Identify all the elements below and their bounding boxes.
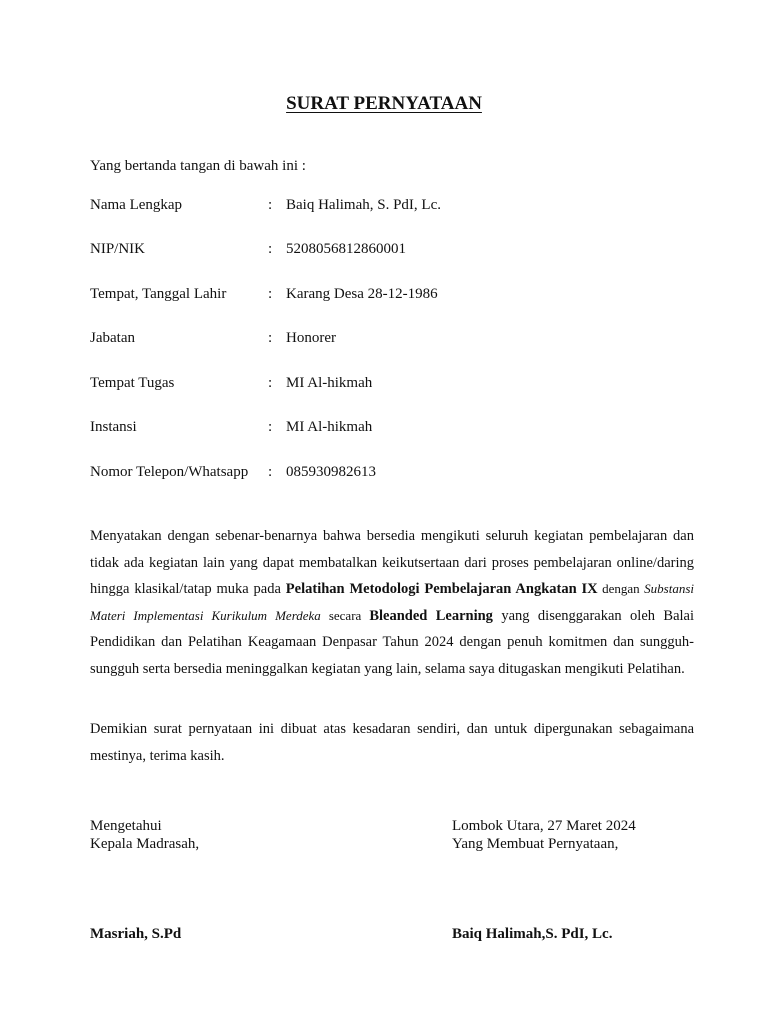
field-label: Jabatan [90, 330, 135, 346]
field-label: Tempat, Tanggal Lahir [90, 286, 227, 302]
learning-mode: Bleanded Learning [369, 607, 493, 624]
right-signature-line1: Lombok Utara, 27 Maret 2024 [452, 818, 636, 834]
field-label: NIP/NIK [90, 241, 145, 257]
field-colon: : [268, 375, 273, 391]
statement-text: secara [320, 607, 370, 623]
right-signature-line2: Yang Membuat Pernyataan, [452, 836, 619, 852]
field-row-position [90, 330, 700, 352]
field-label: Instansi [90, 419, 137, 435]
document-title: SURAT PERNYATAAN [286, 93, 482, 114]
statement-paragraph [90, 523, 694, 682]
field-colon: : [268, 197, 273, 213]
field-label: Nama Lengkap [90, 197, 183, 213]
field-row-name [90, 197, 700, 219]
field-row-phone [90, 464, 700, 486]
field-row-workplace [90, 375, 700, 397]
field-colon: : [268, 419, 273, 435]
field-label: Tempat Tugas [90, 375, 175, 391]
left-signature-line1: Mengetahui [90, 818, 162, 834]
field-value: Baiq Halimah, S. PdI, Lc. [286, 197, 441, 213]
left-signatory-name: Masriah, S.Pd [90, 926, 182, 942]
intro-text: Yang bertanda tangan di bawah ini : [90, 158, 306, 174]
field-row-birth [90, 286, 700, 308]
field-value: Karang Desa 28-12-1986 [286, 286, 438, 302]
right-signature-block [452, 817, 636, 853]
closing-paragraph: Demikian surat pernyataan ini dibuat atas kesadaran sendiri, dan untuk dipergunakan sebagaimana mestinya, terima kasih. [90, 721, 694, 764]
field-colon: : [268, 241, 273, 257]
field-value: Honorer [286, 330, 336, 346]
field-value: 085930982613 [286, 464, 376, 480]
field-colon: : [268, 286, 273, 302]
right-signatory-name: Baiq Halimah,S. PdI, Lc. [452, 926, 613, 942]
field-label: Nomor Telepon/Whatsapp [90, 464, 249, 480]
field-colon: : [268, 330, 273, 346]
field-colon: : [268, 464, 273, 480]
left-signature-block [90, 817, 199, 853]
statement-text: dengan [597, 581, 645, 596]
field-value: MI Al-hikmah [286, 375, 373, 391]
field-value: 5208056812860001 [286, 241, 406, 257]
left-signature-line2: Kepala Madrasah, [90, 836, 200, 852]
statement-text: yang disenggarakan oleh Balai Pendidikan dan Pelatihan Keagamaan Denpasar Tahun 2024 dengan penuh komitmen dan sungguh-sungguh serta bersedia meninggalkan kegiatan yang lain, selama saya ditugaskan mengikuti Pelatihan. [90, 607, 695, 677]
field-row-nip [90, 241, 700, 263]
substance-name: Substansi Materi Implementasi Kurikulum Merdeka [90, 581, 695, 623]
field-value: MI Al-hikmah [286, 419, 373, 435]
field-row-institution [90, 419, 700, 441]
training-name: Pelatihan Metodologi Pembelajaran Angkatan IX [285, 581, 598, 597]
statement-text: Menyatakan dengan sebenar-benarnya bahwa bersedia mengikuti seluruh kegiatan pembelajaran dan tidak ada kegiatan lain yang dapat membatalkan keikutsertaan dari proses pembelajaran online/daring hingga klasikal/tatap muka pada [90, 528, 694, 597]
